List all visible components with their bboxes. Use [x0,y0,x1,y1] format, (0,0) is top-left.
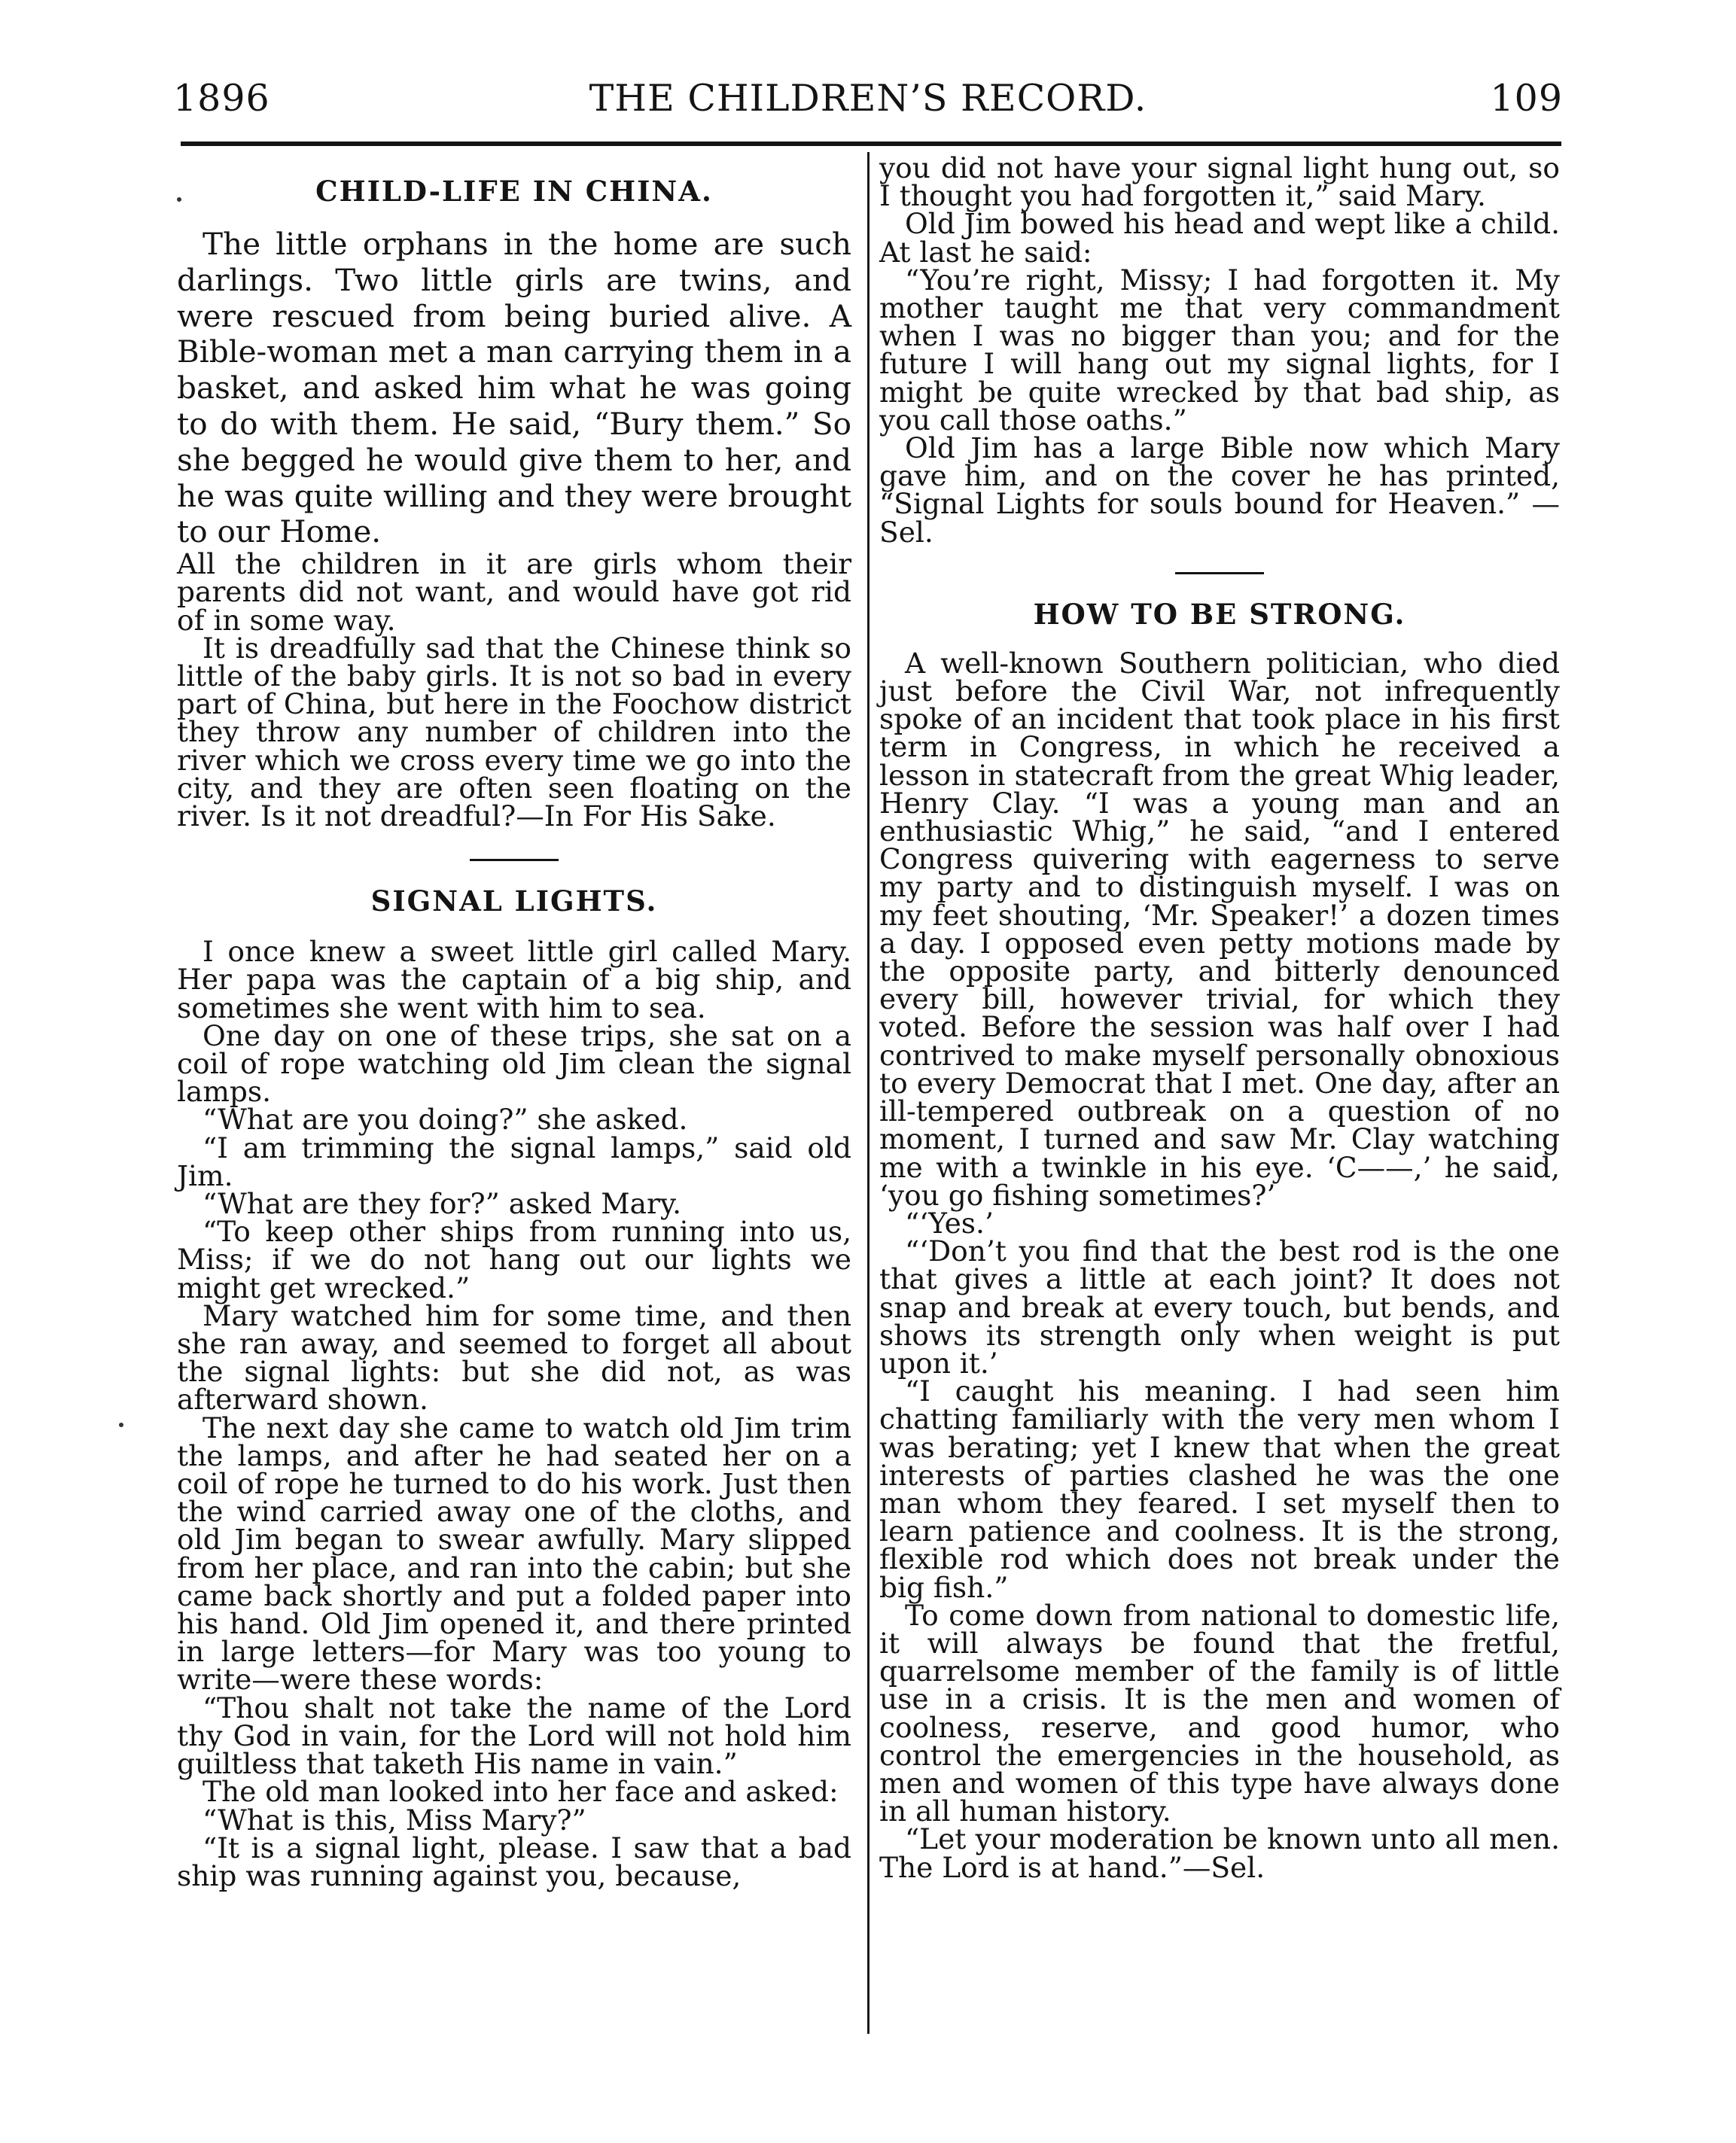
signal-lights-continued: Old Jim bowed his head and wept like a child. At last he said: [879,207,1560,269]
header-year: 1896 [173,77,270,120]
signal-lights-continued: Old Jim has a large Bible now which Mary gave him, and on the cover he has printed, “Signal Lights for souls bound for Heaven.” —Sel. [879,431,1560,549]
child-life-paragraph-1: The little orphans in the home are such darlings. Two little girls are twins, and were rescued from being buried alive. A Bible-woman met a man carrying them in a basket, and asked him what he was going to do with them. He said, “Bury them.” So she begged he would give them to her, and he was quite willing and they were brought to our Home. [177,226,851,550]
how-to-be-strong-paragraph: To come down from national to domestic life, it will always be found that the fretful, quarrelsome member of the family is of little use in a crisis. It is the men and women of coolness, reserve, and good humor, who control the emergencies in the household, as men and women of this type have always done in all human history. [879,1598,1560,1828]
signal-lights-paragraph: “What are you doing?” she asked. [203,1103,688,1137]
print-speck [119,1423,123,1427]
header-rule [181,142,1561,146]
child-life-paragraph-1b: All the children in it are girls whom their parents did not want, and would have got rid of in some way. [177,547,851,637]
signal-lights-continued: you did not have your signal light hung out, so I thought you had forgotten it,” said Mary. [879,151,1560,213]
signal-lights-paragraph: “What are they for?” asked Mary. [203,1187,681,1221]
column-divider [867,152,870,2034]
article-title-signal-lights: SIGNAL LIGHTS. [370,884,658,918]
signal-lights-paragraph: I once knew a sweet little girl called Mary. Her papa was the captain of a big ship, and sometimes she went with him to sea. [177,935,851,1024]
signal-lights-paragraph: The old man looked into her face and asked: [203,1775,839,1809]
signal-lights-paragraph: “It is a signal light, please. I saw that a bad ship was running against you, because, [177,1831,851,1892]
signal-lights-paragraph: The next day she came to watch old Jim trim the lamps, and after he had seated her on a coil of rope he turned to do his work. Just then the wind carried away one of the cloths, and old Jim began to swear awfully. Mary slipped from her place, and ran into the cabin; but she came back shortly and put a folded paper into his hand. Old Jim opened it, and there printed in large letters—for Mary was too young to write—were these words: [177,1411,851,1697]
how-to-be-strong-paragraph: “Let your moderation be known unto all men. The Lord is at hand.”—Sel. [879,1822,1560,1884]
left-column [177,154,851,1890]
right-column [879,151,1560,1884]
article-title-how-to-be-strong: HOW TO BE STRONG. [1033,597,1406,631]
article-title-child-life: CHILD-LIFE IN CHINA. [315,175,713,208]
signal-lights-paragraph: “What is this, Miss Mary?” [203,1803,586,1837]
signal-lights-continued: “You’re right, Missy; I had forgotten it. My mother taught me that very commandment when I was no bigger than you; and for the future I will hang out my signal lights, for I might be quite wrecked by that bad ship, as you call those oaths.” [879,263,1560,437]
how-to-be-strong-paragraph: “‘Yes.’ [905,1206,994,1240]
signal-lights-paragraph: “To keep other ships from running into us, Miss; if we do not hang out our lights we might get wrecked.” [177,1215,851,1304]
how-to-be-strong-paragraph: A well-known Southern politician, who died just before the Civil War, not infrequently spoke of an incident that took place in his first term in Congress, in which he received a lesson in statecraft from the great Whig leader, Henry Clay. “I was a young man and an enthusiastic Whig,” he said, “and I entered Congress quivering with eagerness to serve my party and to distinguish myself. I was on my feet shouting, ‘Mr. Speaker!’ a dozen times a day. I opposed even petty motions made by the opposite party, and bitterly denounced every bill, however trivial, for which they voted. Before the session was half over I had contrived to make myself personally obnoxious to every Democrat that I met. One day, after an ill-tempered outbreak on a question of no moment, I turned and saw Mr. Clay watching me with a twinkle in his eye. ‘C——,’ he said, ‘you go fishing sometimes?’ [879,646,1560,1212]
how-to-be-strong-paragraph: “‘Don’t you find that the best rod is the one that gives a little at each joint? It does not snap and break at every touch, but bends, and shows its strength only when weight is put upon it.’ [879,1234,1560,1380]
signal-lights-paragraph: “I am trimming the signal lamps,” said old Jim. [177,1131,851,1192]
header-title: THE CHILDREN’S RECORD. [589,77,1147,120]
signal-lights-paragraph: Mary watched him for some time, and then she ran away, and seemed to forget all about the signal lights: but she did not, as was afterward shown. [177,1298,851,1417]
how-to-be-strong-paragraph: “I caught his meaning. I had seen him chatting familiarly with the very men whom I was berating; yet I knew that when the great interests of parties clashed he was the one man whom they feared. I set myself then to learn patience and coolness. It is the strong, flexible rod which does not break under the big fish.” [879,1374,1560,1604]
signal-lights-paragraph: “Thou shalt not take the name of the Lord thy God in vain, for the Lord will not hold him guiltless that taketh His name in vain.” [177,1691,851,1781]
signal-lights-paragraph: One day on one of these trips, she sat on a coil of rope watching old Jim clean the signal lamps. [177,1018,851,1109]
child-life-paragraph-2: It is dreadfully sad that the Chinese think so little of the baby girls. It is not so bad in every part of China, but here in the Foochow district they throw any number of children into the river which we cross every time we go into the city, and they are often seen floating on the river. Is it not dreadful?—In For His Sake. [177,631,851,833]
header-page-number: 109 [1490,77,1563,120]
page-header [173,72,1563,125]
